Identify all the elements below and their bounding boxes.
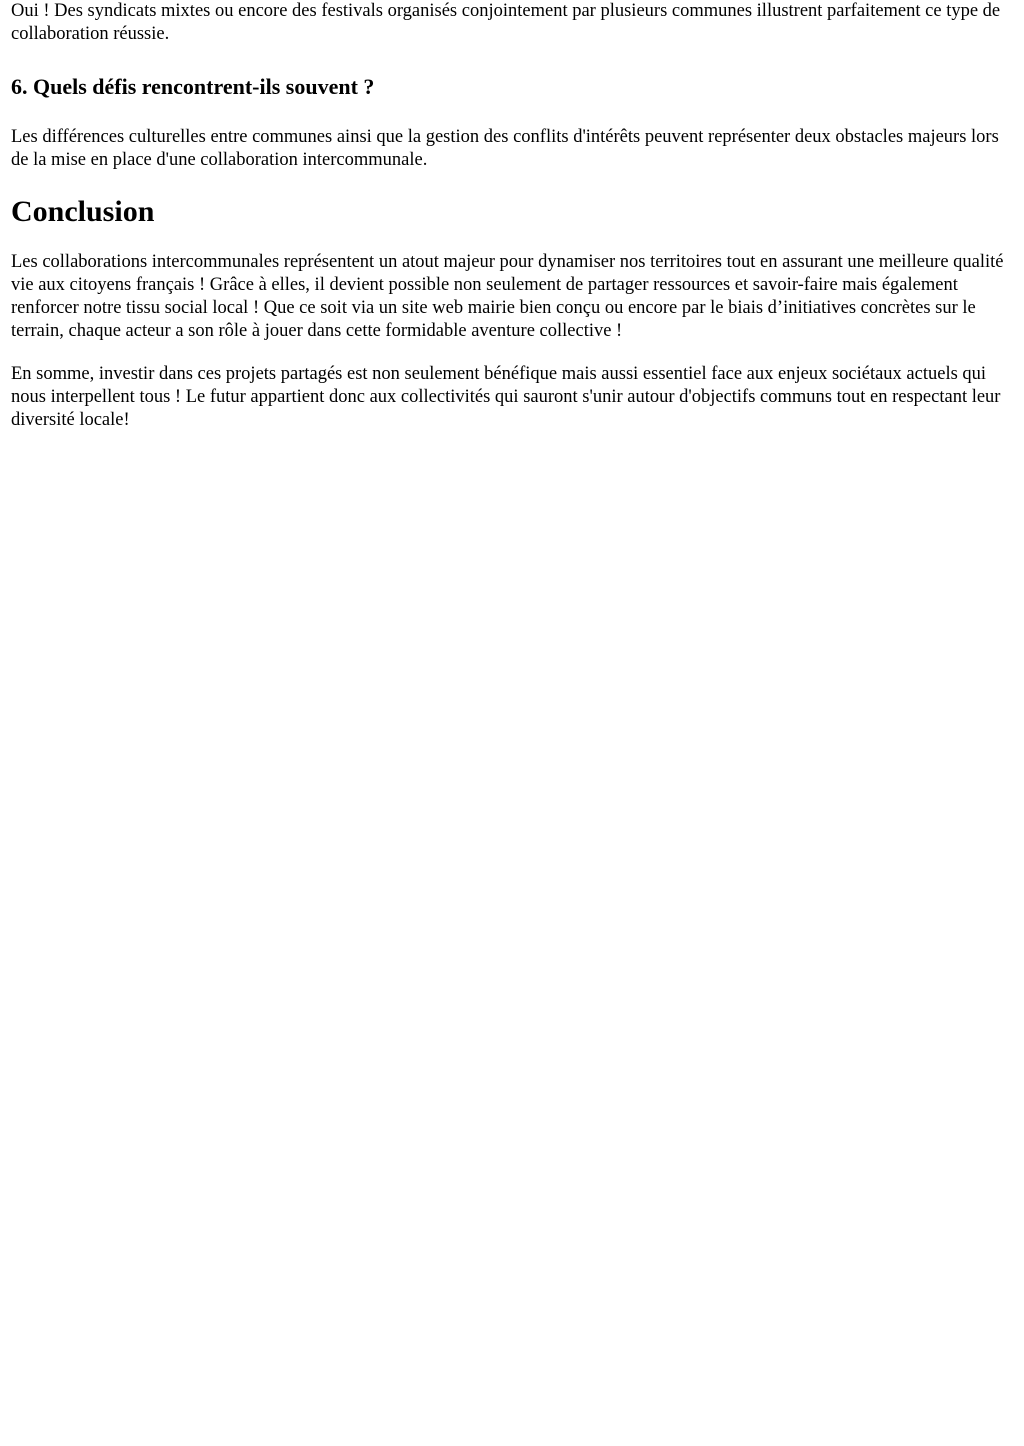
faq-answer-paragraph: Les différences culturelles entre communes ainsi que la gestion des conflits d'intérêts peuvent représenter deux obstacles majeurs lors de la mise en place d'une collaboration intercommunale. bbox=[11, 127, 999, 170]
conclusion-heading: Conclusion bbox=[11, 195, 155, 228]
article-body bbox=[0, 0, 1024, 432]
conclusion-paragraph-1: Les collaborations intercommunales représentent un atout majeur pour dynamiser nos territoires tout en assurant une meilleure qualité vie aux citoyens français ! Grâce à elles, il devient possible non seulement de partager ressources et savoir-faire mais également renforcer notre tissu social local ! Que ce soit via un site web mairie bien conçu ou encore par le biais d’initiatives concrètes sur le terrain, chaque acteur a son rôle à jouer dans cette formidable aventure collective ! bbox=[11, 252, 1004, 341]
intro-paragraph: Oui ! Des syndicats mixtes ou encore des festivals organisés conjointement par plusieurs communes illustrent parfaitement ce type de collaboration réussie. bbox=[11, 1, 1001, 44]
faq-heading: 6. Quels défis rencontrent-ils souvent ? bbox=[11, 74, 375, 99]
conclusion-paragraph-2: En somme, investir dans ces projets partagés est non seulement bénéfique mais aussi essentiel face aux enjeux sociétaux actuels qui nous interpellent tous ! Le futur appartient donc aux collectivités qui sauront s'unir autour d'objectifs communs tout en respectant leur diversité locale! bbox=[11, 364, 1001, 430]
